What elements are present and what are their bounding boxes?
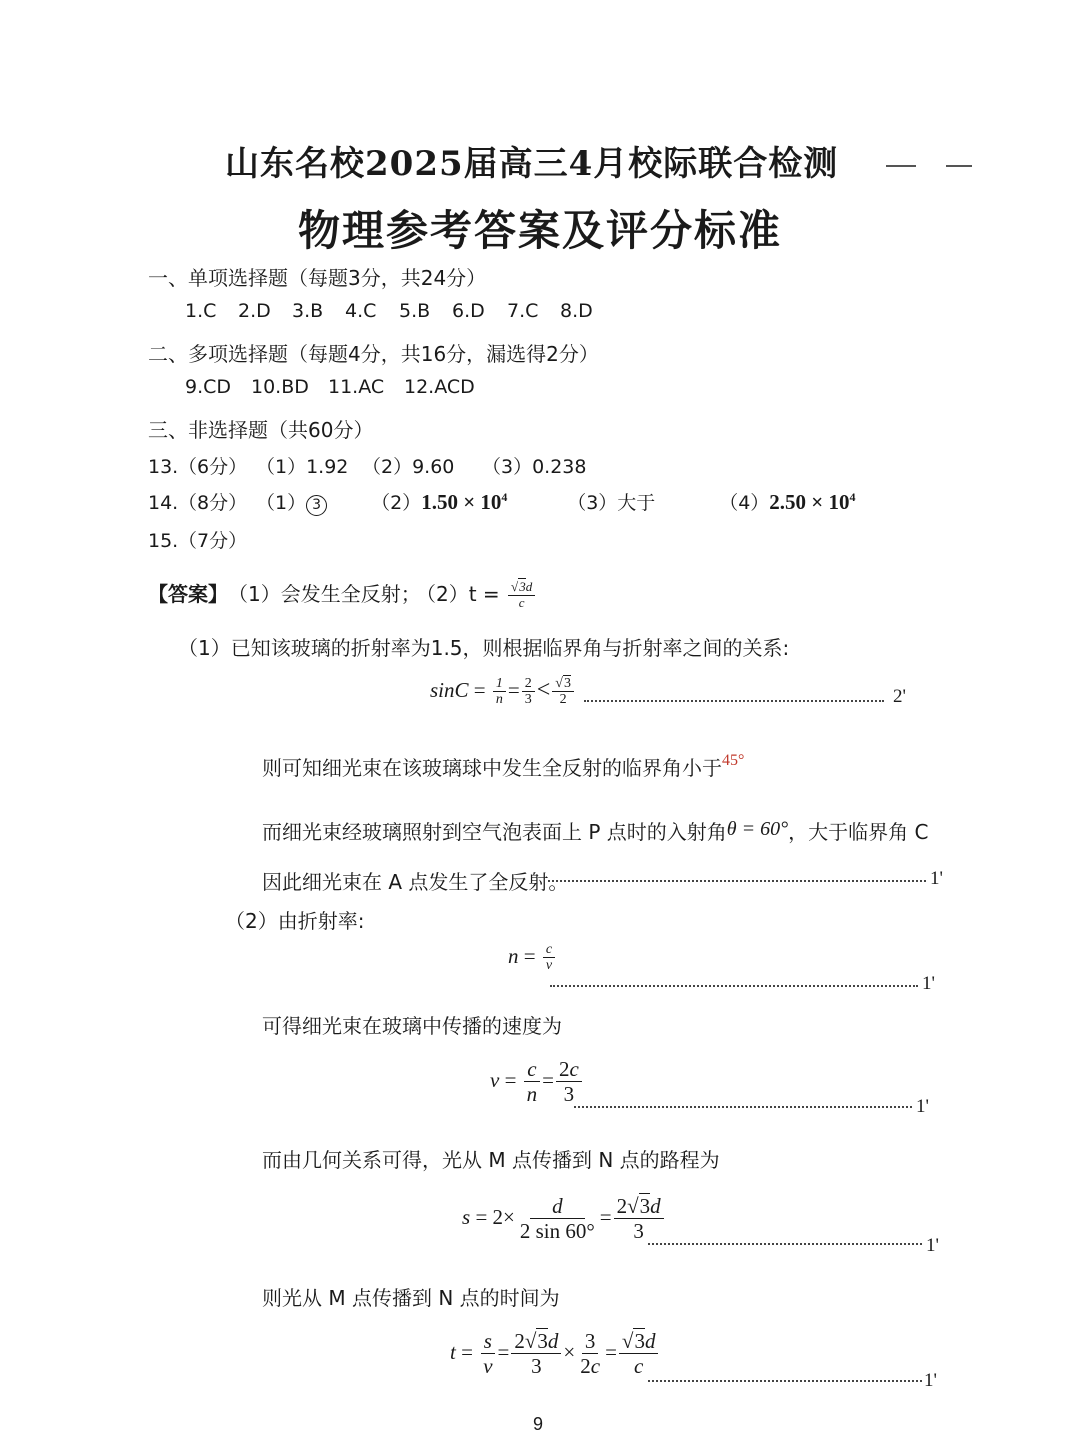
dot-leader <box>584 700 884 702</box>
total-reflection-line: 因此细光束在 A 点发生了全反射。 <box>262 870 569 894</box>
dot-leader <box>648 1243 922 1245</box>
question-number: 13. <box>148 456 179 478</box>
part1-intro: （1）已知该玻璃的折射率为1.5，则根据临界角与折射率之间的关系: <box>178 636 790 660</box>
page-number: 9 <box>533 1414 544 1434</box>
dot-leader <box>648 1380 922 1382</box>
part2-intro: （2）由折射率: <box>225 909 365 933</box>
question-points: （8分） <box>178 492 248 514</box>
section-heading-non-choice: 三、非选择题（共60分） <box>148 418 374 442</box>
question-number: 15. <box>148 530 179 552</box>
answer-key-title: 物理参考答案及评分标准 <box>298 206 783 255</box>
critical-angle-equation: sinC = $\frac{1}{n}$ = $\frac{2}{3}$ < $\frac{√3}{2}$ <box>430 676 576 708</box>
answer-part2: （2）t = <box>416 582 500 606</box>
q14-part4-value: $2.50 \times 10^4$ <box>769 490 856 514</box>
answer: 1.C <box>185 300 217 322</box>
answer: 8.D <box>560 300 593 322</box>
circled-number: 3 <box>306 495 327 516</box>
answer-label: 【答案】 <box>148 582 228 606</box>
answer: 10.BD <box>251 376 309 398</box>
answer: 6.D <box>452 300 485 322</box>
section-heading-single-choice: 一、单项选择题（每题3分，共24分） <box>148 266 487 290</box>
dot-leader <box>574 1106 912 1108</box>
multi-choice-answers <box>185 376 474 398</box>
answer: 5.B <box>399 300 431 322</box>
q14-part2-value: $1.50 \times 10^4$ <box>421 490 508 514</box>
time-line: 则光从 M 点传播到 N 点的时间为 <box>262 1286 560 1310</box>
q13-part3: （3）0.238 <box>482 456 587 478</box>
speed-line: 可得细光束在玻璃中传播的速度为 <box>262 1014 562 1038</box>
speed-equation: v = $\frac{c}{n}$ = $\frac{2c}{3}$ <box>490 1058 584 1106</box>
score-mark: 1' <box>924 1370 937 1391</box>
answer: 4.C <box>345 300 377 322</box>
q14-part4: （4） <box>719 492 770 514</box>
exam-title: 山东名校2025届高三4月校际联合检测 <box>225 144 839 184</box>
path-line: 而由几何关系可得，光从 M 点传播到 N 点的路程为 <box>262 1148 720 1172</box>
q14-part2: （2） <box>371 492 422 514</box>
q15-answer-summary <box>148 578 537 611</box>
answer-part1: （1）会发生全反射； <box>228 582 421 606</box>
corner-mark <box>886 165 916 167</box>
question-13-answer <box>148 452 586 479</box>
answer: 3.B <box>292 300 324 322</box>
critical-angle-value: 45° <box>722 752 745 769</box>
q14-part3: （3）大于 <box>567 492 656 514</box>
answer: 11.AC <box>328 376 385 398</box>
dot-leader <box>550 985 918 987</box>
score-mark: 1' <box>922 973 935 994</box>
answer: 12.ACD <box>404 376 475 398</box>
q13-part1: （1）1.92 <box>256 456 349 478</box>
answer: 2.D <box>238 300 271 322</box>
refraction-equation: n = $\frac{c}{v}$ <box>508 942 557 974</box>
score-mark: 1' <box>926 1235 939 1256</box>
time-fraction: $\frac{√3d}{c}$ <box>508 580 535 610</box>
score-mark: 1' <box>916 1096 929 1117</box>
section-heading-multi-choice: 二、多项选择题（每题4分，共16分，漏选得2分） <box>148 342 599 366</box>
question-points: （6分） <box>178 456 248 478</box>
dot-leader <box>548 880 926 882</box>
question-15-header <box>148 526 247 553</box>
single-choice-answers <box>185 300 600 322</box>
corner-mark <box>946 165 972 167</box>
time-equation: t = $\frac{s}{v}$ = $\frac{2√3d}{3}$ × $\frac{3}{2c}$ = $\frac{√3d}{c}$ <box>450 1330 660 1378</box>
q13-part2: （2）9.60 <box>362 456 455 478</box>
critical-angle-line: 则可知细光束在该玻璃球中发生全反射的临界角小于$^{45^\circ}$ <box>262 752 745 780</box>
q14-part1: （1） <box>256 492 307 514</box>
answer: 7.C <box>507 300 539 322</box>
score-mark: 1' <box>930 868 943 889</box>
score-mark: 2' <box>893 686 906 707</box>
question-number: 14. <box>148 492 179 514</box>
incident-angle-line: 而细光束经玻璃照射到空气泡表面上 P 点时的入射角θ = 60°，大于临界角 C <box>262 818 929 844</box>
question-points: （7分） <box>178 530 248 552</box>
question-14-answer <box>148 488 856 516</box>
answer: 9.CD <box>185 376 232 398</box>
path-equation: s = 2× $\frac{d}{2 \sin 60^\circ}$ = $\frac{2√3d}{3}$ <box>462 1195 666 1243</box>
